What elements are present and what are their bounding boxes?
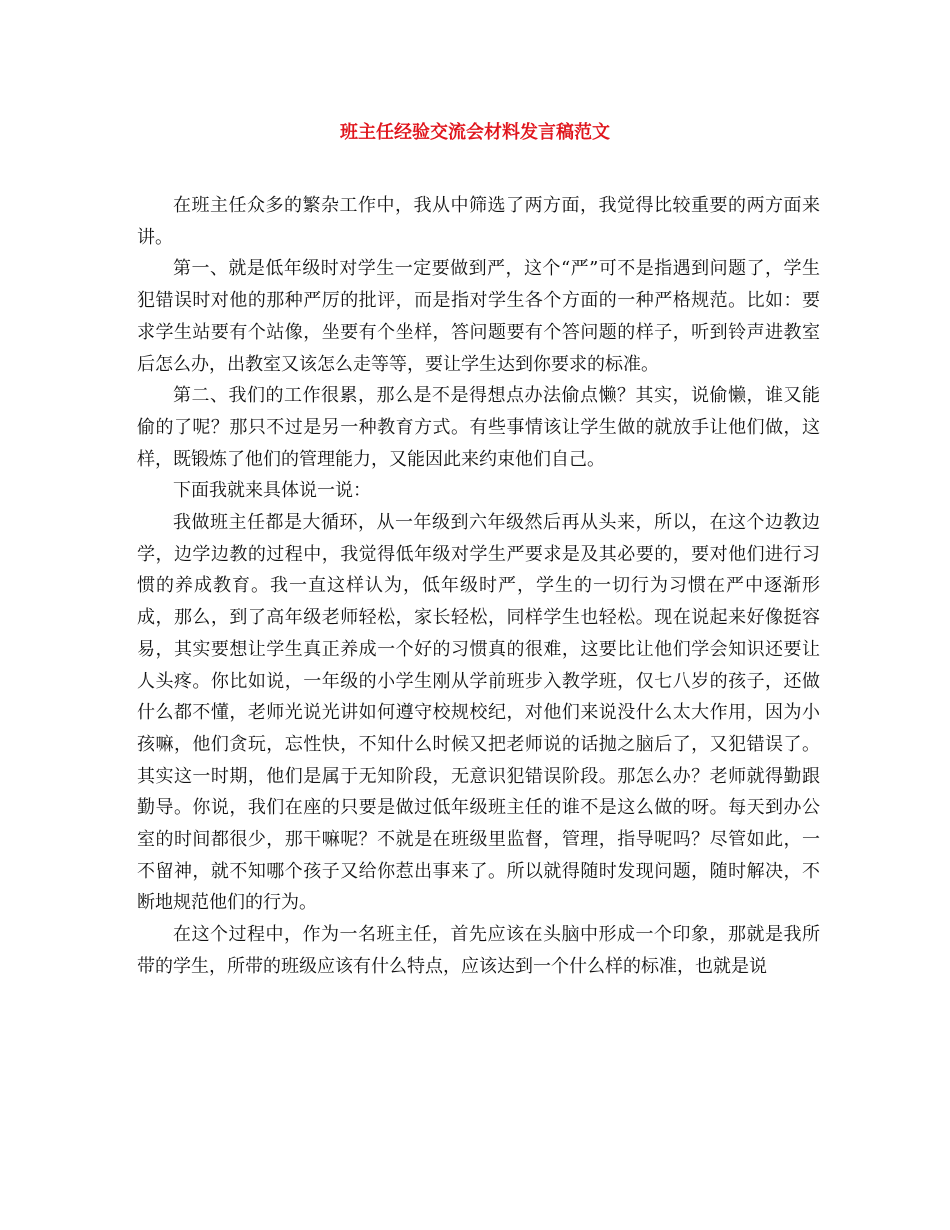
paragraph-transition: 下面我就来具体说一说： [173,480,371,502]
paragraph-experience: 我做班主任都是大循环，从一年级到六年级然后再从头来，所以，在这个边教边学，边学边教的过程中，我觉得低年级对学生严要求是及其必要的，要对他们进行习惯的养成教育。我一直这样认为，低年级时严，学生的一切行为习惯在严中逐渐形成，那么，到了高年级老师轻松，家长轻松，同样学生也轻松。现在说起来好像挺容易，其实要想让学生真正养成一个好的习惯真的很难，这要比让他们学会知识还要让人头疼。你比如说，一年级的小学生刚从学前班步入教学班，仅七八岁的孩子，还做什么都不懂，老师光说光讲如何遵守校规校纪，对他们来说没什么太大作用，因为小孩嘛，他们贪玩，忘性快，不知什么时候又把老师说的话抛之脑后了，又犯错误了。其实这一时期，他们是属于无知阶段，无意识犯错误阶段。那怎么办？老师就得勤跟勤导。你说，我们在座的只要是做过低年级班主任的谁不是这么做的呀。每天到办公室的时间都很少，那干嘛呢？不就是在班级里监督，管理，指导呢吗？尽管如此，一不留神，就不知哪个孩子又给你惹出事来了。所以就得随时发现问题，随时解决，不断地规范他们的行为。 [137,512,820,914]
document-title: 班主任经验交流会材料发言稿范文 [340,122,610,143]
paragraph-point-two: 第二、我们的工作很累，那么是不是得想点办法偷点懒？其实，说偷懒，谁又能偷的了呢？那只不过是另一种教育方式。有些事情该让学生做的就放手让他们做，这样，既锻炼了他们的管理能力，又能因此来约束他们自己。 [137,385,820,470]
paragraph-point-one: 第一、就是低年级时对学生一定要做到严，这个“严”可不是指遇到问题了，学生犯错误时对他的那种严厉的批评，而是指对学生各个方面的一种严格规范。比如：要求学生站要有个站像，坐要有个坐样，答问题要有个答问题的样子，听到铃声进教室后怎么办，出教室又该怎么走等等，要让学生达到你要求的标准。 [137,258,820,375]
paragraph-intro: 在班主任众多的繁杂工作中，我从中筛选了两方面，我觉得比较重要的两方面来讲。 [137,195,820,248]
paragraph-process: 在这个过程中，作为一名班主任，首先应该在头脑中形成一个印象，那就是我所带的学生，所带的班级应该有什么特点，应该达到一个什么样的标准，也就是说 [137,924,820,977]
document-body [137,190,820,983]
